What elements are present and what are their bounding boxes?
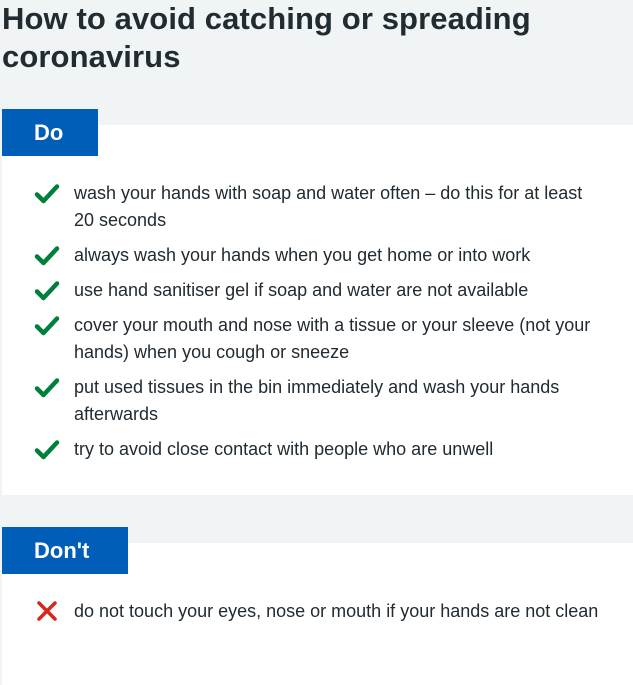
dont-heading: Don't [2,527,128,574]
cross-icon [34,600,60,624]
do-item-text: try to avoid close contact with people who are unwell [74,439,494,459]
do-list-item [2,436,633,463]
do-list [2,180,633,471]
page-title: How to avoid catching or spreading coronavirus [2,1,531,74]
do-list-item [2,242,633,269]
do-item-text: cover your mouth and nose with a tissue or your sleeve (not your hands) when you cough or sneeze [74,315,591,362]
dont-list-item [2,598,633,625]
tick-icon [34,376,60,400]
tick-icon [34,244,60,268]
do-list-item [2,312,633,366]
do-item-text: use hand sanitiser gel if soap and water are not available [74,280,529,300]
tick-icon [34,438,60,462]
do-list-item [2,180,633,234]
do-heading: Do [2,109,98,156]
dont-list [2,598,633,633]
do-list-item [2,374,633,428]
dont-item-text: do not touch your eyes, nose or mouth if your hands are not clean [74,601,599,621]
do-list-item [2,277,633,304]
do-card [2,125,633,495]
tick-icon [34,279,60,303]
do-item-text: always wash your hands when you get home or into work [74,245,531,265]
tick-icon [34,182,60,206]
do-item-text: put used tissues in the bin immediately and wash your hands afterwards [74,377,560,424]
tick-icon [34,314,60,338]
do-item-text: wash your hands with soap and water often – do this for at least 20 seconds [74,183,583,230]
